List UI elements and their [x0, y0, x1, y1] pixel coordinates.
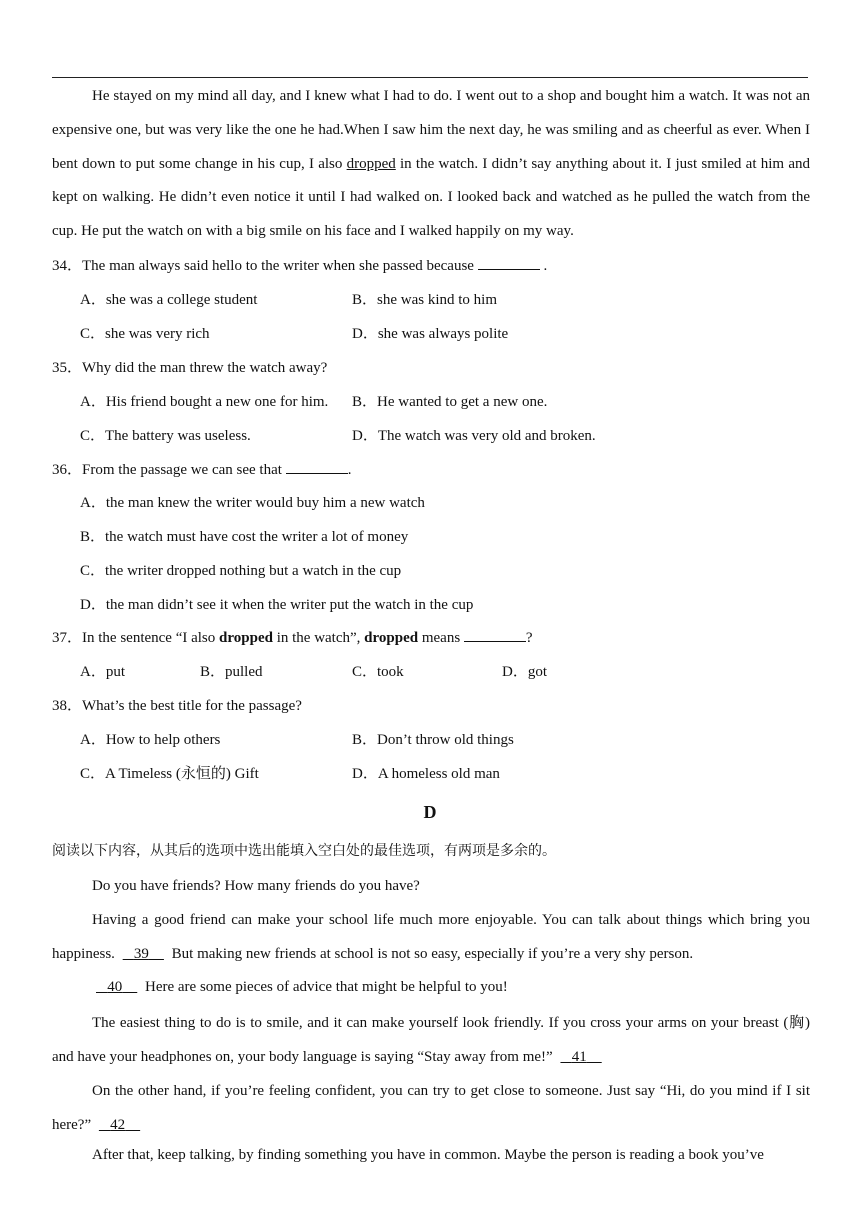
question-38: 38．What’s the best title for the passage? — [52, 698, 302, 714]
option-37-c: C．took — [352, 664, 404, 680]
question-stem: 36．From the passage we can see that — [52, 462, 282, 478]
option-34-d: D．she was always polite — [352, 326, 509, 342]
blank-42 — [95, 1117, 144, 1133]
question-36 — [52, 458, 351, 482]
option-38-d: D．A homeless old man — [352, 766, 500, 782]
blank-number: 39 — [133, 946, 149, 962]
option-36-d: D．the man didn’t see it when the writer put the watch in the cup — [80, 597, 474, 613]
option-36-a: A．the man knew the writer would buy him a new watch — [80, 495, 425, 511]
option-34-c: C．she was very rich — [80, 326, 210, 342]
option-37-b: B．pulled — [200, 664, 263, 680]
section-d-instruction: 阅读以下内容，从其后的选项中选出能填入空白处的最佳选项，有两项是多余的。 — [52, 843, 556, 859]
section-d-paragraph-1: Do you have friends? How many friends do you have? — [92, 878, 420, 894]
answer-blank — [464, 627, 526, 642]
question-stem-end: . — [347, 462, 352, 478]
question-stem: means — [418, 630, 461, 646]
option-38-b: B．Don’t throw old things — [352, 732, 514, 748]
option-34-b: B．she was kind to him — [352, 292, 497, 308]
blank-39 — [119, 946, 168, 962]
blank-40 — [92, 979, 141, 995]
option-36-c: C．the writer dropped nothing but a watch in the cup — [80, 563, 402, 579]
header-rule — [52, 77, 808, 78]
passage-text: Having a good friend can make your school life much more enjoyable. You can talk about things which bring you happiness. — [52, 912, 810, 962]
question-stem: 34．The man always said hello to the writer when she passed because — [52, 258, 474, 274]
question-34 — [52, 254, 547, 278]
option-35-b: B．He wanted to get a new one. — [352, 394, 548, 410]
question-stem: 37．In the sentence “I also — [52, 630, 220, 646]
blank-number: 40 — [107, 979, 123, 995]
answer-blank — [478, 255, 540, 270]
section-d-paragraph-4 — [52, 1006, 810, 1074]
section-d-paragraph-6: After that, keep talking, by finding something you have in common. Maybe the person is reading a book you’ve — [92, 1147, 764, 1163]
passage-text: in the watch. I didn’t say anything about it. I just smiled at him and kept on walking. He didn’t even notice it until I had walked on. I looked back and watched as he pulled the watch from the cup. He put the watch on with a big smile on his face and I walked happily on my way. — [52, 155, 810, 240]
option-35-a: A．His friend bought a new one for him. — [80, 394, 329, 410]
question-37 — [52, 626, 533, 650]
blank-number: 42 — [110, 1117, 126, 1133]
section-d-paragraph-2 — [52, 903, 810, 971]
answer-blank — [286, 459, 348, 474]
section-d-paragraph-5 — [52, 1074, 810, 1142]
question-stem-end: . — [539, 258, 548, 274]
passage-text: But making new friends at school is not so easy, especially if you’re a very shy person. — [167, 946, 694, 962]
passage-text: The easiest thing to do is to smile, and it can make yourself look friendly. If you cross your arms on your breast (胸) and have your headphones on, your body language is saying “Stay away from me!” — [52, 1015, 810, 1065]
bold-word: dropped — [219, 630, 273, 646]
blank-number: 41 — [571, 1049, 587, 1065]
option-38-c: C．A Timeless (永恒的) Gift — [80, 766, 259, 782]
option-35-d: D．The watch was very old and broken. — [352, 428, 596, 444]
option-34-a: A．she was a college student — [80, 292, 258, 308]
blank-41 — [556, 1049, 605, 1065]
question-35: 35．Why did the man threw the watch away? — [52, 360, 328, 376]
passage-text: Here are some pieces of advice that might be helpful to you! — [141, 979, 508, 995]
option-37-d: D．got — [502, 664, 548, 680]
section-d-paragraph-3 — [92, 973, 508, 1001]
passage-text: On the other hand, if you’re feeling confident, you can try to get close to someone. Just say “Hi, do you mind if I sit here?” — [52, 1083, 810, 1133]
section-d-heading: D — [423, 802, 437, 822]
option-36-b: B．the watch must have cost the writer a lot of money — [80, 529, 409, 545]
underlined-word-dropped: dropped — [346, 155, 396, 172]
option-35-c: C．The battery was useless. — [80, 428, 251, 444]
passage-c-paragraph — [52, 80, 810, 249]
passage-text: He stayed on my mind all day, and I knew what I had to do. I went out to a shop and bought him a watch. It was not an expensive one, but was very like the one he had.When I saw him the next day, he was smiling and as cheerful as ever. When I bent down to put some change in his cup, I also — [52, 88, 810, 172]
bold-word: dropped — [364, 630, 419, 646]
option-37-a: A．put — [80, 664, 126, 680]
question-stem-end: ? — [525, 630, 533, 646]
option-38-a: A．How to help others — [80, 732, 221, 748]
question-stem: in the watch”, — [272, 630, 365, 646]
